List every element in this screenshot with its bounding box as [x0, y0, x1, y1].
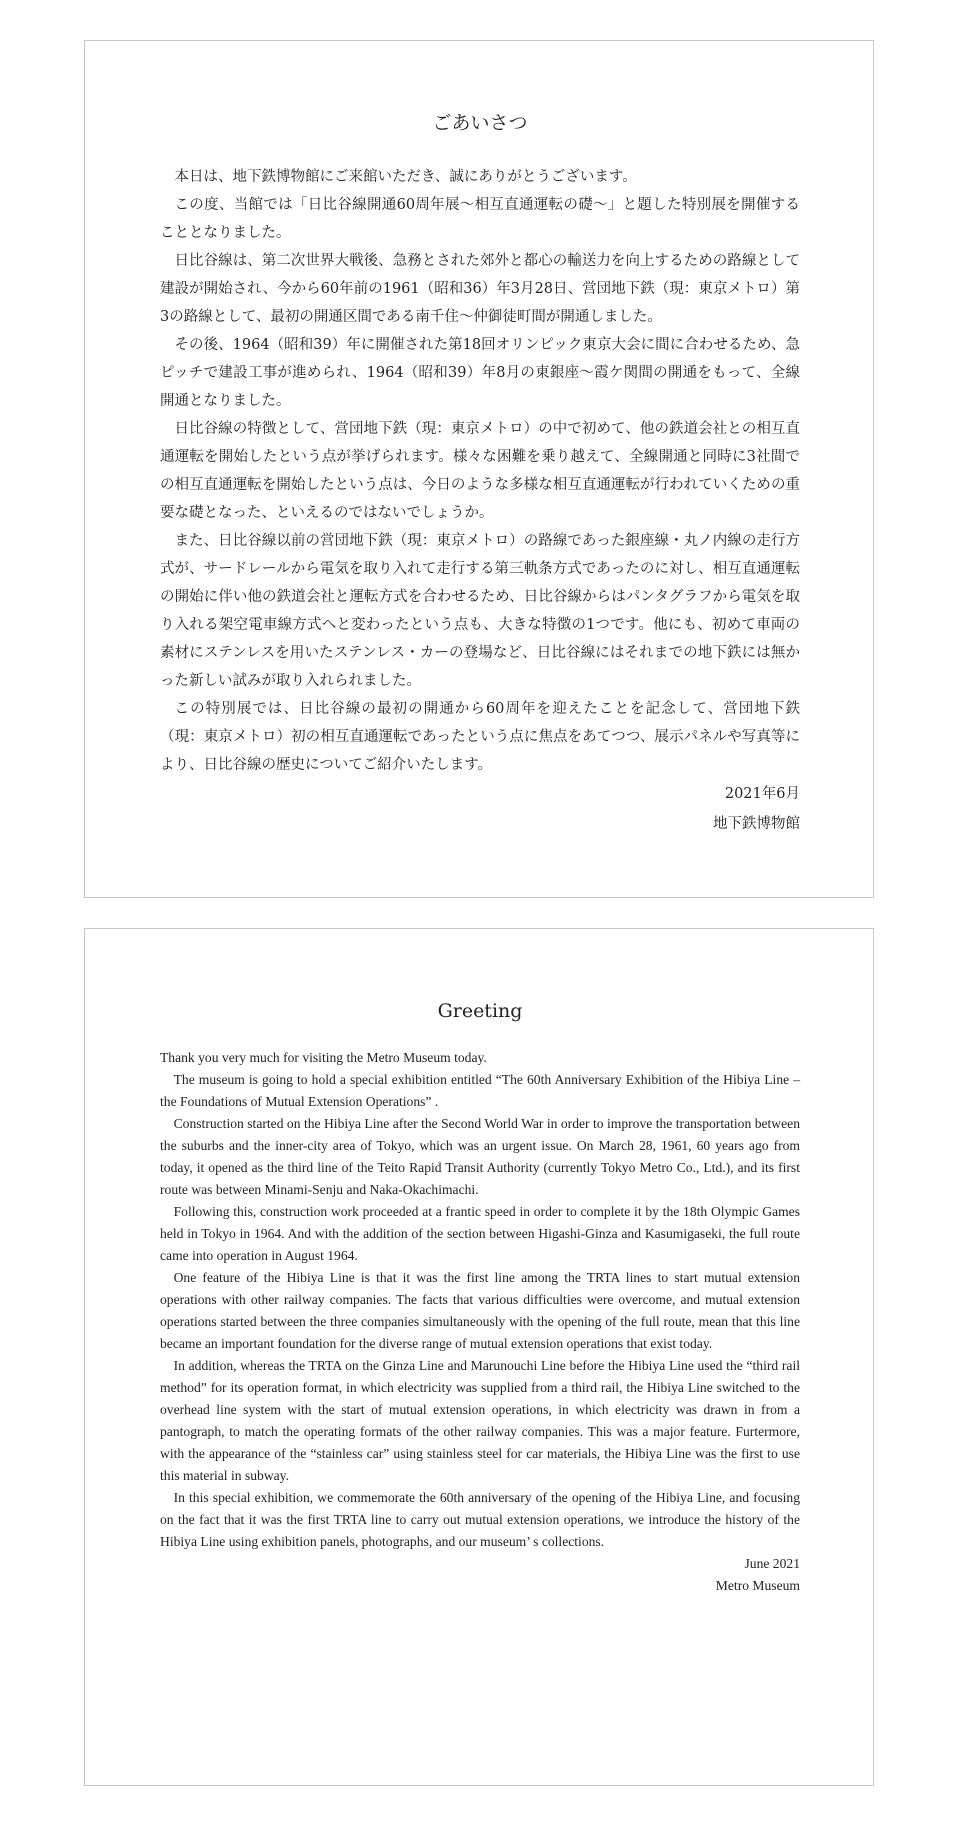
- english-paragraph: In addition, whereas the TRTA on the Ginza Line and Marunouchi Line before the Hibiya Line used the “third rail method” for its operation format, in which electricity was supplied from a third rail, the Hibiya Line switched to the overhead line system with the start of mutual extension operations, in which electricity was drawn in from a pantograph, to match the operating formats of the other railway companies. This was a major feature. Furtermore, with the appearance of the “stainless car” using stainless steel for car materials, the Hibiya Line was the first to use this material in subway.: [160, 1358, 800, 1483]
- english-signature: Metro Museum: [715, 1578, 800, 1593]
- english-paragraph: The museum is going to hold a special exhibition entitled “The 60th Anniversary Exhibition of the Hibiya Line – the Foundations of Mutual Extension Operations” .: [160, 1072, 800, 1109]
- japanese-date: 2021年6月: [724, 786, 800, 802]
- english-paragraph: In this special exhibition, we commemorate the 60th anniversary of the opening of the Hibiya Line, and focusing on the fact that it was the first TRTA line to carry out mutual extension operations, we introduce the history of the Hibiya Line using exhibition panels, photographs, and our museum’ s collections.: [160, 1490, 800, 1549]
- japanese-paragraph: また、日比谷線以前の営団地下鉄（現：東京メトロ）の路線であった銀座線・丸ノ内線の走行方式が、サードレールから電気を取り入れて走行する第三軌条方式であったのに対し、相互直通運転の開始に伴い他の鉄道会社と運転方式を合わせるため、日比谷線からはパンタグラフから電気を取り入れる架空電車線方式へと変わったという点も、大きな特徴の1つです。他にも、初めて車両の素材にステンレスを用いたステンレス・カーの登場など、日比谷線にはそれまでの地下鉄には無かった新しい試みが取り入れられました。: [160, 533, 800, 689]
- english-paragraph: One feature of the Hibiya Line is that it was the first line among the TRTA lines to start mutual extension operations with other railway companies. The facts that various difficulties were overcome, and mutual extension operations started between the three companies simultaneously with the opening of the full route, mean that this line became an important foundation for the diverse range of mutual extension operations that exist today.: [160, 1270, 800, 1351]
- japanese-title: ごあいさつ: [432, 112, 528, 134]
- japanese-paragraph: 日比谷線は、第二次世界大戦後、急務とされた郊外と都心の輸送力を向上するための路線として建設が開始され、今から60年前の1961（昭和36）年3月28日、営団地下鉄（現：東京メトロ）第3の路線として、最初の開通区間である南千住～仲御徒町間が開通しました。: [160, 253, 800, 325]
- english-date: June 2021: [744, 1556, 800, 1571]
- english-title: Greeting: [437, 1000, 523, 1022]
- japanese-signature: 地下鉄博物館: [713, 816, 800, 832]
- japanese-paragraph: 日比谷線の特徴として、営団地下鉄（現：東京メトロ）の中で初めて、他の鉄道会社との相互直通運転を開始したという点が挙げられます。様々な困難を乗り越えて、全線開通と同時に3社間での相互直通運転を開始したという点は、今日のような多様な相互直通運転が行われていくための重要な礎となった、といえるのではないでしょうか。: [160, 421, 800, 521]
- english-paragraph: Following this, construction work proceeded at a frantic speed in order to complete it by the 18th Olympic Games held in Tokyo in 1964. And with the addition of the section between Higashi-Ginza and Kasumigaseki, the full route came into operation in August 1964.: [160, 1204, 800, 1263]
- japanese-paragraph: この特別展では、日比谷線の最初の開通から60周年を迎えたことを記念して、営団地下鉄（現：東京メトロ）初の相互直通運転であったという点に焦点をあてつつ、展示パネルや写真等により、日比谷線の歴史についてご紹介いたします。: [160, 701, 800, 773]
- japanese-greeting-content: [160, 109, 800, 839]
- japanese-paragraph: この度、当館では「日比谷線開通60周年展～相互直通運転の礎～」と題した特別展を開催することとなりました。: [160, 197, 800, 241]
- english-paragraph: Construction started on the Hibiya Line after the Second World War in order to improve the transportation between the suburbs and the inner-city area of Tokyo, which was an urgent issue. On March 28, 1961, 60 years ago from today, it opened as the third line of the Teito Rapid Transit Authority (currently Tokyo Metro Co., Ltd.), and its first route was between Minami-Senju and Naka-Okachimachi.: [160, 1116, 800, 1197]
- english-greeting-panel: [84, 928, 874, 1786]
- japanese-paragraph: その後、1964（昭和39）年に開催された第18回オリンピック東京大会に間に合わせるため、急ピッチで建設工事が進められ、1964（昭和39）年8月の東銀座～霞ケ関間の開通をもって、全線開通となりました。: [160, 337, 800, 409]
- english-paragraph: Thank you very much for visiting the Metro Museum today.: [160, 1050, 487, 1065]
- japanese-greeting-panel: [84, 40, 874, 898]
- english-greeting-content: [160, 997, 800, 1597]
- japanese-paragraph: 本日は、地下鉄博物館にご来館いただき、誠にありがとうございます。: [174, 169, 637, 185]
